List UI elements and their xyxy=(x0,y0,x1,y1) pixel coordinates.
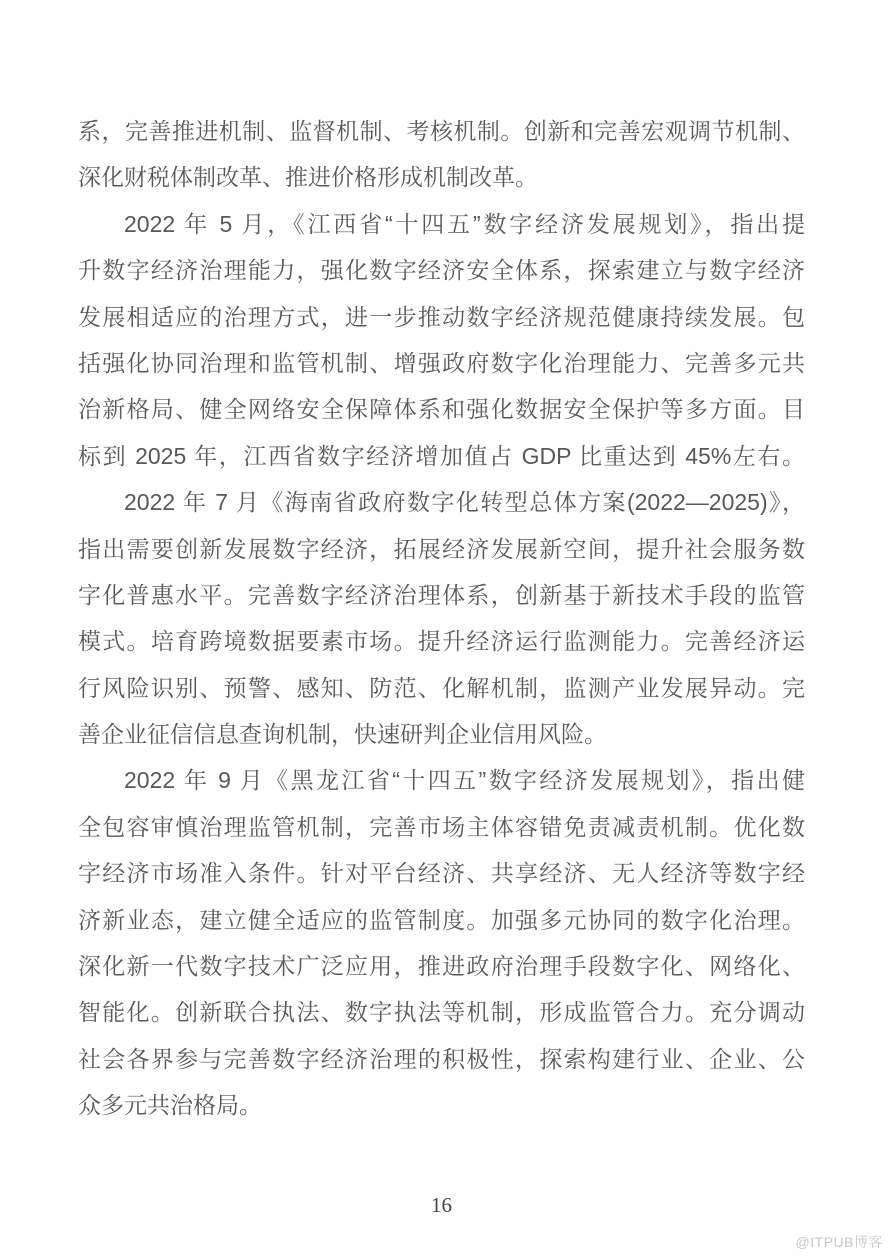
text-line: 指出需要创新发展数字经济，拓展经济发展新空间，提升社会服务数 xyxy=(78,535,805,562)
text-line: 治新格局、健全网络安全保障体系和强化数据安全保护等多方面。目 xyxy=(78,396,805,423)
text-line: 2022 年 9 月《黑龙江省“十四五”数字经济发展规划》，指出健 xyxy=(124,767,805,794)
text-line: 模式。培育跨境数据要素市场。提升经济运行监测能力。完善经济运 xyxy=(78,628,805,655)
page-number: 16 xyxy=(431,1193,452,1217)
text-line: 行风险识别、预警、感知、防范、化解机制，监测产业发展异动。完 xyxy=(78,674,805,701)
paragraph xyxy=(78,479,805,757)
text-line: 2022 年 7 月《海南省政府数字化转型总体方案(2022—2025)》， xyxy=(124,489,805,516)
page-body xyxy=(78,108,805,1129)
text-line: 全包容审慎治理监管机制，完善市场主体容错免责减责机制。优化数 xyxy=(78,813,805,840)
paragraph xyxy=(78,108,805,201)
text-line: 社会各界参与完善数字经济治理的积极性，探索构建行业、企业、公 xyxy=(78,1045,805,1072)
paragraph xyxy=(78,757,805,1128)
text-line: 济新业态，建立健全适应的监管制度。加强多元协同的数字化治理。 xyxy=(78,906,805,933)
paragraph xyxy=(78,201,805,479)
watermark-itpub: @ITPUB博客 xyxy=(795,1234,883,1250)
text-line: 众多元共治格局。 xyxy=(78,1092,262,1119)
text-line: 善企业征信信息查询机制，快速研判企业信用风险。 xyxy=(78,721,607,748)
text-line: 深化财税体制改革、推进价格形成机制改革。 xyxy=(78,164,538,191)
text-line: 字化普惠水平。完善数字经济治理体系，创新基于新技术手段的监管 xyxy=(78,581,805,608)
text-line: 标到 2025 年，江西省数字经济增加值占 GDP 比重达到 45%左右。 xyxy=(78,442,805,469)
text-line: 智能化。创新联合执法、数字执法等机制，形成监管合力。充分调动 xyxy=(78,999,805,1026)
text-line: 升数字经济治理能力，强化数字经济安全体系，探索建立与数字经济 xyxy=(78,257,805,284)
text-line: 字经济市场准入条件。针对平台经济、共享经济、无人经济等数字经 xyxy=(78,860,805,887)
text-line: 发展相适应的治理方式，进一步推动数字经济规范健康持续发展。包 xyxy=(78,303,805,330)
text-line: 2022 年 5 月，《江西省“十四五”数字经济发展规划》，指出提 xyxy=(124,210,805,237)
text-line: 系，完善推进机制、监督机制、考核机制。创新和完善宏观调节机制、 xyxy=(78,118,805,144)
text-line: 深化新一代数字技术广泛应用，推进政府治理手段数字化、网络化、 xyxy=(78,953,805,980)
text-line: 括强化协同治理和监管机制、增强政府数字化治理能力、完善多元共 xyxy=(78,349,805,376)
